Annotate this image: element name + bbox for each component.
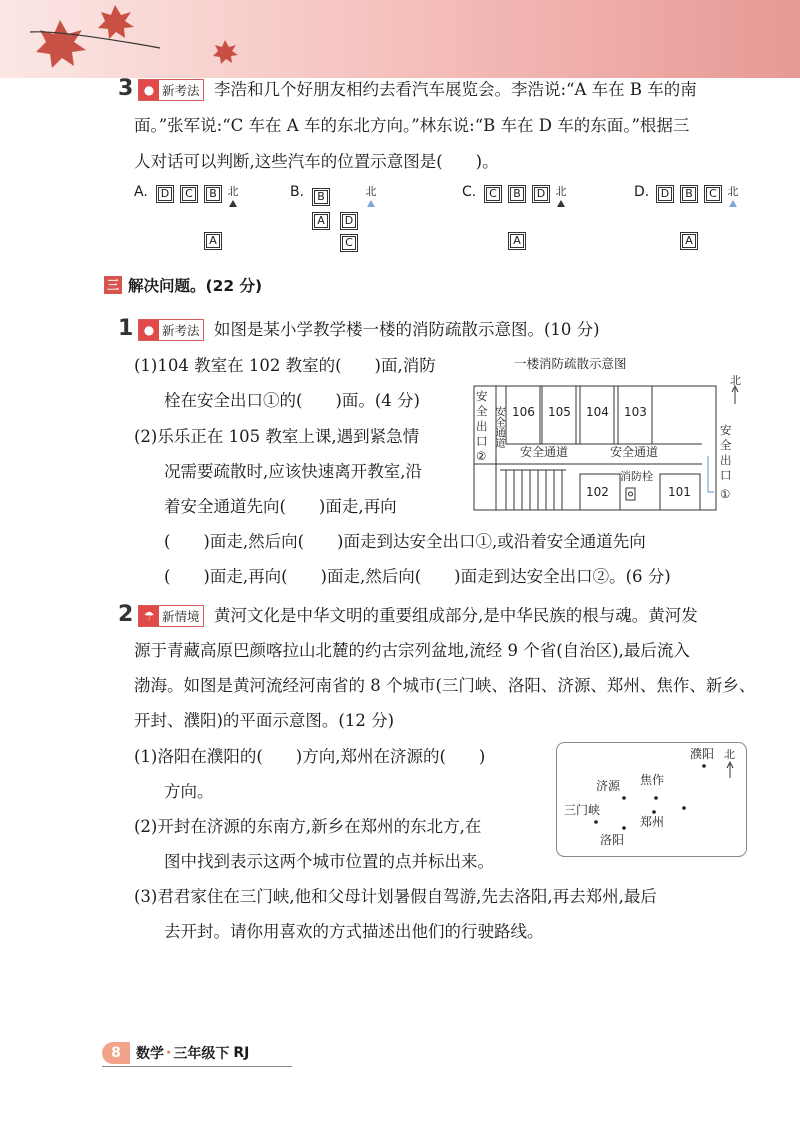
car-box: C [704, 185, 722, 203]
sub-question-text: 去开封。请你用喜欢的方式描述出他们的行驶路线。 [164, 922, 544, 941]
north-indicator: 北 [364, 183, 378, 207]
problem-text-line: (2)乐乐正在 105 教室上课,遇到紧急情 [134, 427, 420, 446]
page-number: 8 [102, 1042, 130, 1064]
city-dot [622, 796, 626, 800]
car-box: D [656, 185, 674, 203]
svg-text:安: 安 [720, 423, 732, 437]
option-d-label: D. [634, 184, 650, 200]
north-indicator: 北 [554, 183, 568, 207]
north-arrow-icon [229, 200, 237, 207]
svg-text:全: 全 [720, 438, 732, 452]
evacuation-map [462, 352, 752, 516]
sub-question-text: 图中找到表示这两个城市位置的点并标出来。 [164, 852, 494, 871]
car-box: A [204, 232, 222, 250]
north-indicator: 北 [726, 183, 740, 207]
sub-question-text: (1)洛阳在濮阳的( )方向,郑州在济源的( ) [134, 747, 486, 766]
problem-text-line: 黄河文化是中华文明的重要组成部分,是中华民族的根与魂。黄河发 [214, 606, 698, 625]
henan-city-map [556, 742, 748, 858]
sub-question-text: 方向。 [164, 782, 214, 801]
corridor-label: 安全通道 [520, 445, 569, 459]
north-arrow-icon [367, 200, 375, 207]
sub-question-text: (2)开封在济源的东南方,新乡在郑州的东北方,在 [134, 817, 482, 836]
option-c-label: C. [462, 184, 477, 200]
flame-icon: ● [139, 320, 159, 340]
section-heading: 三 解决问题。(22 分) [104, 274, 262, 296]
problem-text-line: ( )面走,然后向( )面走到达安全出口①,或沿着安全通道先向 [164, 532, 646, 551]
maple-leaves-decoration [0, 0, 800, 78]
car-box: B [204, 185, 222, 203]
car-box: A [312, 212, 330, 230]
map-title: 一楼消防疏散示意图 [514, 356, 627, 371]
umbrella-icon: ☂ [139, 606, 159, 626]
car-box: B [680, 185, 698, 203]
problem-text-line: 栓在安全出口①的( )面。(4 分) [164, 391, 420, 410]
problem-text-line: 着安全通道先向( )面走,再向 [164, 497, 397, 516]
city-sanmenxia: 三门峡 [564, 803, 601, 817]
city-dot [594, 820, 598, 824]
option-a-label: A. [134, 184, 148, 200]
page-footer: 8 数学 · 三年级下 RJ [102, 1042, 249, 1064]
svg-text:安全通道: 安全通道 [494, 406, 506, 448]
svg-text:北: 北 [724, 748, 735, 761]
north-label: 北 [730, 374, 741, 387]
car-box: C [484, 185, 502, 203]
svg-text:口: 口 [720, 468, 732, 482]
svg-text:口: 口 [476, 434, 488, 448]
problem-text-line: ( )面走,再向( )面走,然后向( )面走到达安全出口②。(6 分) [164, 567, 671, 586]
car-box: D [532, 185, 550, 203]
header-banner [0, 0, 800, 78]
hydrant-label: 消防栓 [620, 470, 653, 483]
svg-text:出: 出 [720, 453, 732, 467]
tag-new-method: ● 新考法 [138, 319, 204, 341]
north-indicator: 北 [226, 183, 240, 207]
subject: 数学 [136, 1046, 164, 1062]
car-box: D [156, 185, 174, 203]
problem-text-line: 源于青藏高原巴颜喀拉山北麓的约古宗列盆地,流经 9 个省(自治区),最后流入 [134, 641, 690, 660]
hydrant-icon [626, 488, 635, 500]
map-frame [557, 743, 747, 857]
car-box: C [340, 234, 358, 252]
north-arrow-icon [557, 200, 565, 207]
footer-rule [102, 1066, 292, 1067]
svg-text:103: 103 [624, 405, 647, 419]
exit-arrow-icon [708, 456, 714, 492]
car-box: B [312, 188, 330, 206]
car-box: D [340, 212, 358, 230]
city-luoyang: 洛阳 [600, 833, 625, 847]
car-box: A [680, 232, 698, 250]
question-number: 3 [118, 76, 134, 101]
problem-text-line: (1)104 教室在 102 教室的( )面,消防 [134, 356, 436, 375]
question-text-line: 李浩和几个好朋友相约去看汽车展览会。李浩说:“A 车在 B 车的南 [214, 80, 697, 99]
svg-text:102: 102 [586, 485, 609, 499]
problem-number: 2 [118, 602, 134, 627]
city-dot [652, 810, 656, 814]
problem-number: 1 [118, 316, 134, 341]
svg-text:101: 101 [668, 485, 691, 499]
svg-text:①: ① [720, 487, 731, 501]
city-dot [654, 796, 658, 800]
svg-text:②: ② [476, 449, 487, 463]
svg-text:105: 105 [548, 405, 571, 419]
north-arrow-icon [729, 200, 737, 207]
car-box: C [180, 185, 198, 203]
city-jiaozuo: 焦作 [640, 773, 665, 787]
svg-text:104: 104 [586, 405, 609, 419]
question-text-line: 面。”张军说:“C 车在 A 车的东北方向。”林东说:“B 车在 D 车的东面。”根据三 [134, 116, 690, 135]
corridor-label: 安全通道 [610, 445, 659, 459]
option-b-label: B. [290, 184, 305, 200]
city-zhengzhou: 郑州 [640, 815, 665, 829]
svg-text:出: 出 [476, 419, 488, 433]
tag-new-method: ● 新考法 [138, 79, 204, 101]
section-number: 三 [104, 276, 122, 294]
flame-icon: ● [139, 80, 159, 100]
tag-new-context: ☂ 新情境 [138, 605, 204, 627]
sub-question-text: (3)君君家住在三门峡,他和父母计划暑假自驾游,先去洛阳,再去郑州,最后 [134, 887, 657, 906]
city-jiyuan: 济源 [596, 779, 621, 793]
svg-text:106: 106 [512, 405, 535, 419]
car-box: A [508, 232, 526, 250]
problem-text-line: 渤海。如图是黄河流经河南省的 8 个城市(三门峡、洛阳、济源、郑州、焦作、新乡、 [134, 676, 756, 695]
problem-intro: 如图是某小学教学楼一楼的消防疏散示意图。(10 分) [214, 320, 600, 339]
city-dot [702, 764, 706, 768]
grade: 三年级下 [173, 1046, 230, 1062]
edition: RJ [233, 1045, 250, 1061]
city-dot [682, 806, 686, 810]
problem-text-line: 况需要疏散时,应该快速离开教室,沿 [164, 462, 422, 481]
car-box: B [508, 185, 526, 203]
city-puyang: 濮阳 [690, 747, 715, 761]
city-dot [622, 826, 626, 830]
svg-text:安: 安 [476, 389, 488, 403]
svg-text:全: 全 [476, 404, 488, 418]
problem-text-line: 开封、濮阳)的平面示意图。(12 分) [134, 711, 395, 730]
question-text-line: 人对话可以判断,这些汽车的位置示意图是( )。 [134, 152, 499, 171]
